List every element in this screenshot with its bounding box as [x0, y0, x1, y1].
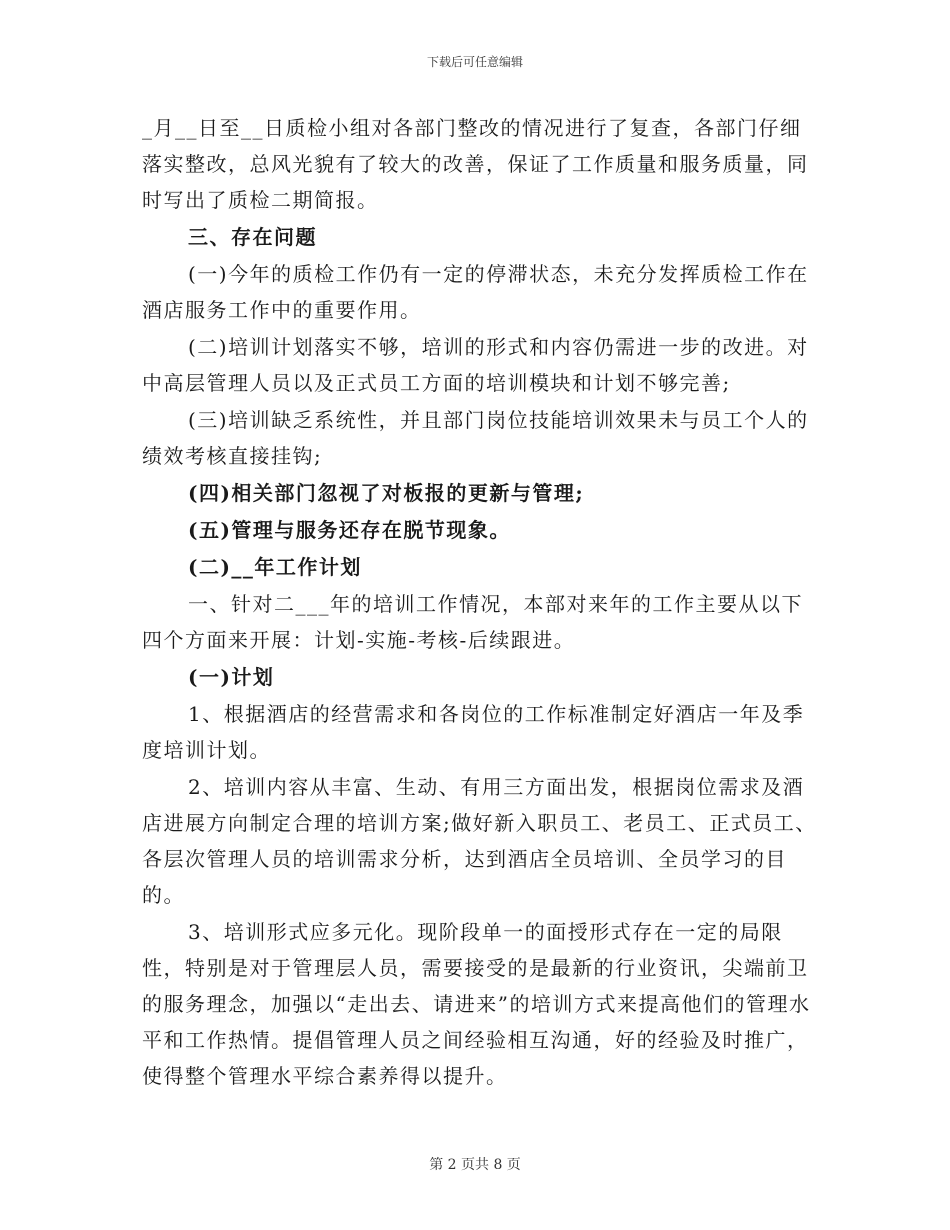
paragraph-problem-3: (三)培训缺乏系统性，并且部门岗位技能培训效果未与员工个人的绩效考核直接挂钩;	[142, 408, 809, 468]
paragraph-plan-item-1: 1、根据酒店的经营需求和各岗位的工作标准制定好酒店一年及季度培训计划。	[142, 702, 805, 762]
section-heading-work-plan: (二)__年工作计划	[188, 555, 362, 579]
document-body	[142, 110, 822, 1095]
paragraph-1: _月__日至__日质检小组对各部门整改的情况进行了复查，各部门仔细落实整改，总风光貌有了较大的改善，保证了工作质量和服务质量，同时写出了质检二期简报。	[142, 116, 809, 212]
paragraph-plan-intro: 一、针对二___年的培训工作情况，本部对来年的工作主要从以下四个方面来开展：计划-实施-考核-后续跟进。	[142, 592, 803, 652]
paragraph-problem-2: (二)培训计划落实不够，培训的形式和内容仍需进一步的改进。对中高层管理人员以及正式员工方面的培训模块和计划不够完善;	[142, 335, 809, 395]
paragraph-plan-item-3: 3、培训形式应多元化。现阶段单一的面授形式存在一定的局限性，特别是对于管理层人员，需要接受的是最新的行业资讯，尖端前卫的服务理念，加强以“走出去、请进来”的培训方式来提高他们的管理水平和工作热情。提倡管理人员之间经验相互沟通，好的经验及时推广，使得整个管理水平综合素养得以提升。	[142, 920, 811, 1088]
page-header: 下载后可任意编辑	[426, 55, 523, 69]
paragraph-problem-4: (四)相关部门忽视了对板报的更新与管理;	[188, 481, 585, 505]
paragraph-plan-item-2: 2、培训内容从丰富、生动、有用三方面出发，根据岗位需求及酒店进展方向制定合理的培训方案;做好新入职员工、老员工、正式员工、各层次管理人员的培训需求分析，达到酒店全员培训、全员学习的目的。	[142, 775, 817, 907]
section-heading-problems: 三、存在问题	[188, 225, 317, 249]
paragraph-problem-1: (一)今年的质检工作仍有一定的停滞状态，未充分发挥质检工作在酒店服务工作中的重要作用。	[142, 262, 809, 322]
subheading-plan: (一)计划	[188, 665, 275, 689]
paragraph-problem-5: (五)管理与服务还存在脱节现象。	[188, 518, 511, 542]
page-footer: 第 2 页共 8 页	[429, 1157, 521, 1173]
